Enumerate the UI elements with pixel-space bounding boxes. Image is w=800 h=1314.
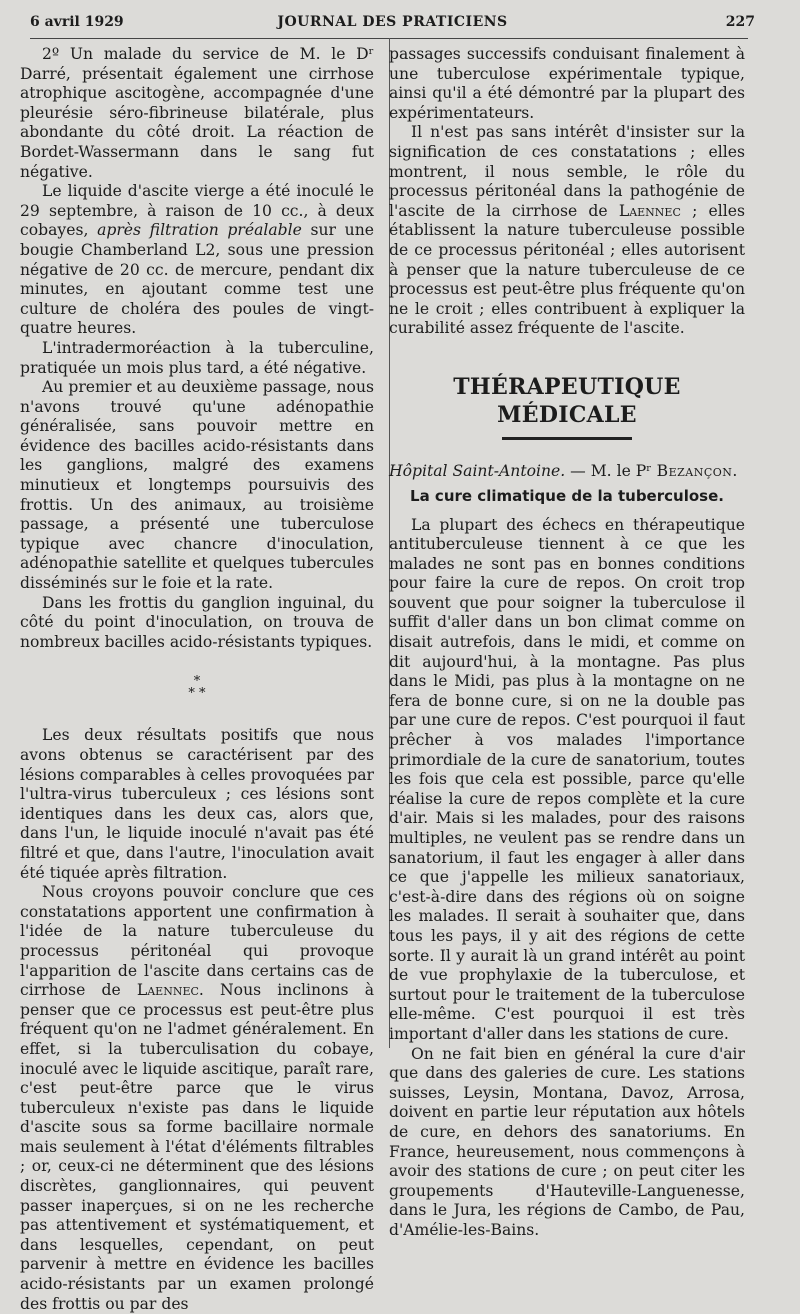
section-separator: [20, 676, 374, 700]
page-number: 227: [725, 14, 755, 30]
paragraph-significance: [389, 123, 745, 339]
inoculation-text-a: Le liquide d'ascite vierge a été inoculé le 29 septembre, à raison de 10 cc., à deux cobayes,: [20, 182, 374, 240]
paragraph-conclusion: [20, 883, 374, 1314]
journal-title: JOURNAL DES PRATICIENS: [277, 14, 508, 30]
separator-stars-bottom: * *: [188, 686, 206, 702]
hospital-byline: [389, 462, 745, 482]
right-column: [389, 45, 745, 1240]
paragraph-stations: On ne fait bien en général la cure d'air que dans des galeries de cure. Les stations suisses, Leysin, Montana, Davoz, Arrosa, doivent en partie leur réputation aux hôtels de cure, en dehors des sanatoriums. En France, heureusement, nous commençons à avoir des stations de cure ; on peut citer les groupements d'Hauteville-Languenesse, dans le Jura, les régions de Cambo, de Pau, d'Amélie-les-Bains.: [389, 1044, 745, 1239]
section-title: THÉRAPEUTIQUE MÉDICALE: [453, 373, 681, 428]
title-rule: [502, 437, 632, 440]
issue-date: 6 avril 1929: [30, 14, 124, 30]
left-column: [20, 45, 374, 1314]
article-subtitle: La cure climatique de la tuberculose.: [410, 486, 724, 505]
paragraph-inoculation: [20, 182, 374, 339]
conclusion-text-a: Nous croyons pouvoir conclure que ces constatations apportent une confirmation à l'idée de la nature tuberculeuse du processus péritonéal qui provoque l'apparition de l'ascite dans certains cas de cirrhose de: [20, 883, 374, 1000]
author-name-laennec: Laennec: [136, 981, 199, 1000]
paragraph-results: Les deux résultats positifs que nous avons obtenus se caractérisent par des lésions comparables à celles provoquées par l'ultra-virus tuberculeux ; ces lésions sont identiques dans les deux cas, alors que, dans l'un, le liquide inoculé n'avait pas été filtré et que, dans l'autre, l'inoculation avait été tiquée après filtration.: [20, 726, 374, 882]
inoculation-text-b: sur une bougie Chamberland L2, sous une pression négative de 20 cc. de mercure, pendant dix minutes, en ajoutant comme test une culture de choléra des poules de vingt-quatre heures.: [20, 221, 374, 338]
separator-star-top: *: [193, 674, 201, 690]
hospital-name: Hôpital Saint-Antoine.: [389, 461, 566, 480]
conclusion-text-b: . Nous inclinons à penser que ce processus est peut-être plus fréquent qu'on ne l'admet généralement. En effet, si la tuberculisation du cobaye, inoculé avec le liquide ascitique, paraît rare, c'est peut-être parce que le virus tuberculeux n'existe pas dans le liquide d'ascite sous sa forme bacillaire normale mais seulement à l'état d'éléments filtrables ; or, ceux-ci ne déterminent que des lésions discrètes, ganglionnaires, qui peuvent passer inaperçues, si on ne les recherche pas attentivement et systématiquement, et dans lesquelles, cependant, on peut parvenir à mettre en évidence les bacilles acido-résistants par un examen prolongé des frottis ou par des: [20, 981, 374, 1313]
professor-name: Bezançon.: [656, 461, 738, 480]
paragraph-frottis: Dans les frottis du ganglion inguinal, du côté du point d'inoculation, on trouva de nombreux bacilles acido-résistants typiques.: [20, 593, 374, 651]
paragraph-intradermo: L'intradermoréaction à la tuberculine, pratiquée un mois plus tard, a été négative.: [20, 338, 374, 377]
significance-text-b: ; elles établissent la nature tuberculeuse possible de ce processus péritonéal ; elles autorisent à penser que la nature tuberculeuse de ce processus est peut-être plus fréquente qu'on ne le croit ; elles contribuent à expliquer la curabilité assez fréquente de l'ascite.: [389, 201, 745, 338]
significance-text-a: Il n'est pas sans intérêt d'insister sur la signification de ces constatations ; elles montrent, il nous semble, le rôle du processus péritonéal dans la pathogénie de l'ascite de la cirrhose de: [389, 123, 745, 220]
author-name-laennec: Laennec: [618, 201, 681, 220]
paragraph-passages: Au premier et au deuxième passage, nous n'avons trouvé qu'une adénopathie généralisée, sans pouvoir mettre en évidence des bacilles acido-résistants dans les ganglions, malgré des examens minutieux et longtemps poursuivis des frottis. Un des animaux, au troisième passage, a présenté une tuberculose typique avec chancre d'inoculation, adénopathie satellite et quelques tubercules disséminés sur le foie et la rate.: [20, 378, 374, 593]
byline-separator: — M. le Pʳ: [570, 461, 652, 480]
paragraph-cure-repos: La plupart des échecs en thérapeutique antituberculeuse tiennent à ce que les malades ne sont pas en bonnes conditions pour faire la cure de repos. On croit trop souvent que pour soigner la tuberculose il suffit d'aller dans un bon climat comme on disait autrefois, dans le midi, et comme on dit aujourd'hui, à la montagne. Pas plus dans le Midi, pas plus à la montagne on ne fera de bonne cure, si on ne la double pas par une cure de repos. C'est pourquoi il faut prêcher à vos malades l'importance primordiale de la cure de sanatorium, toutes les fois que cela est possible, parce qu'elle réalise la cure de repos complète et la cure d'air. Mais si les malades, pour des raisons multiples, ne veulent pas se rendre dans un sanatorium, il faut les engager à aller dans ce que j'appelle les milieux sanatoriaux, c'est-à-dire dans des régions où on soigne les malades. Il serait à souhaiter que, dans tous les pays, il y ait des régions de cette sorte. Il y aurait là un grand intérêt au point de vue prophylaxie de la tuberculose, et surtout pour le traitement de la tuberculose elle-même. C'est pourquoi il est très important d'aller dans les stations de cure.: [389, 515, 745, 1043]
page-header: [30, 14, 755, 38]
inoculation-emphasis: après filtration préalable: [97, 221, 302, 240]
paragraph-case-2: 2º Un malade du service de M. le Dʳ Darré, présentait également une cirrhose atrophique ascitogène, accompagnée d'une pleurésie séro-fibrineuse bilatérale, plus abondante du côté droit. La réaction de Bordet-Wassermann dans le sang fut négative.: [20, 45, 374, 181]
paragraph-continuation: passages successifs conduisant finalement à une tuberculose expérimentale typique, ainsi qu'il a été démontré par la plupart des expérimentateurs.: [389, 45, 745, 122]
